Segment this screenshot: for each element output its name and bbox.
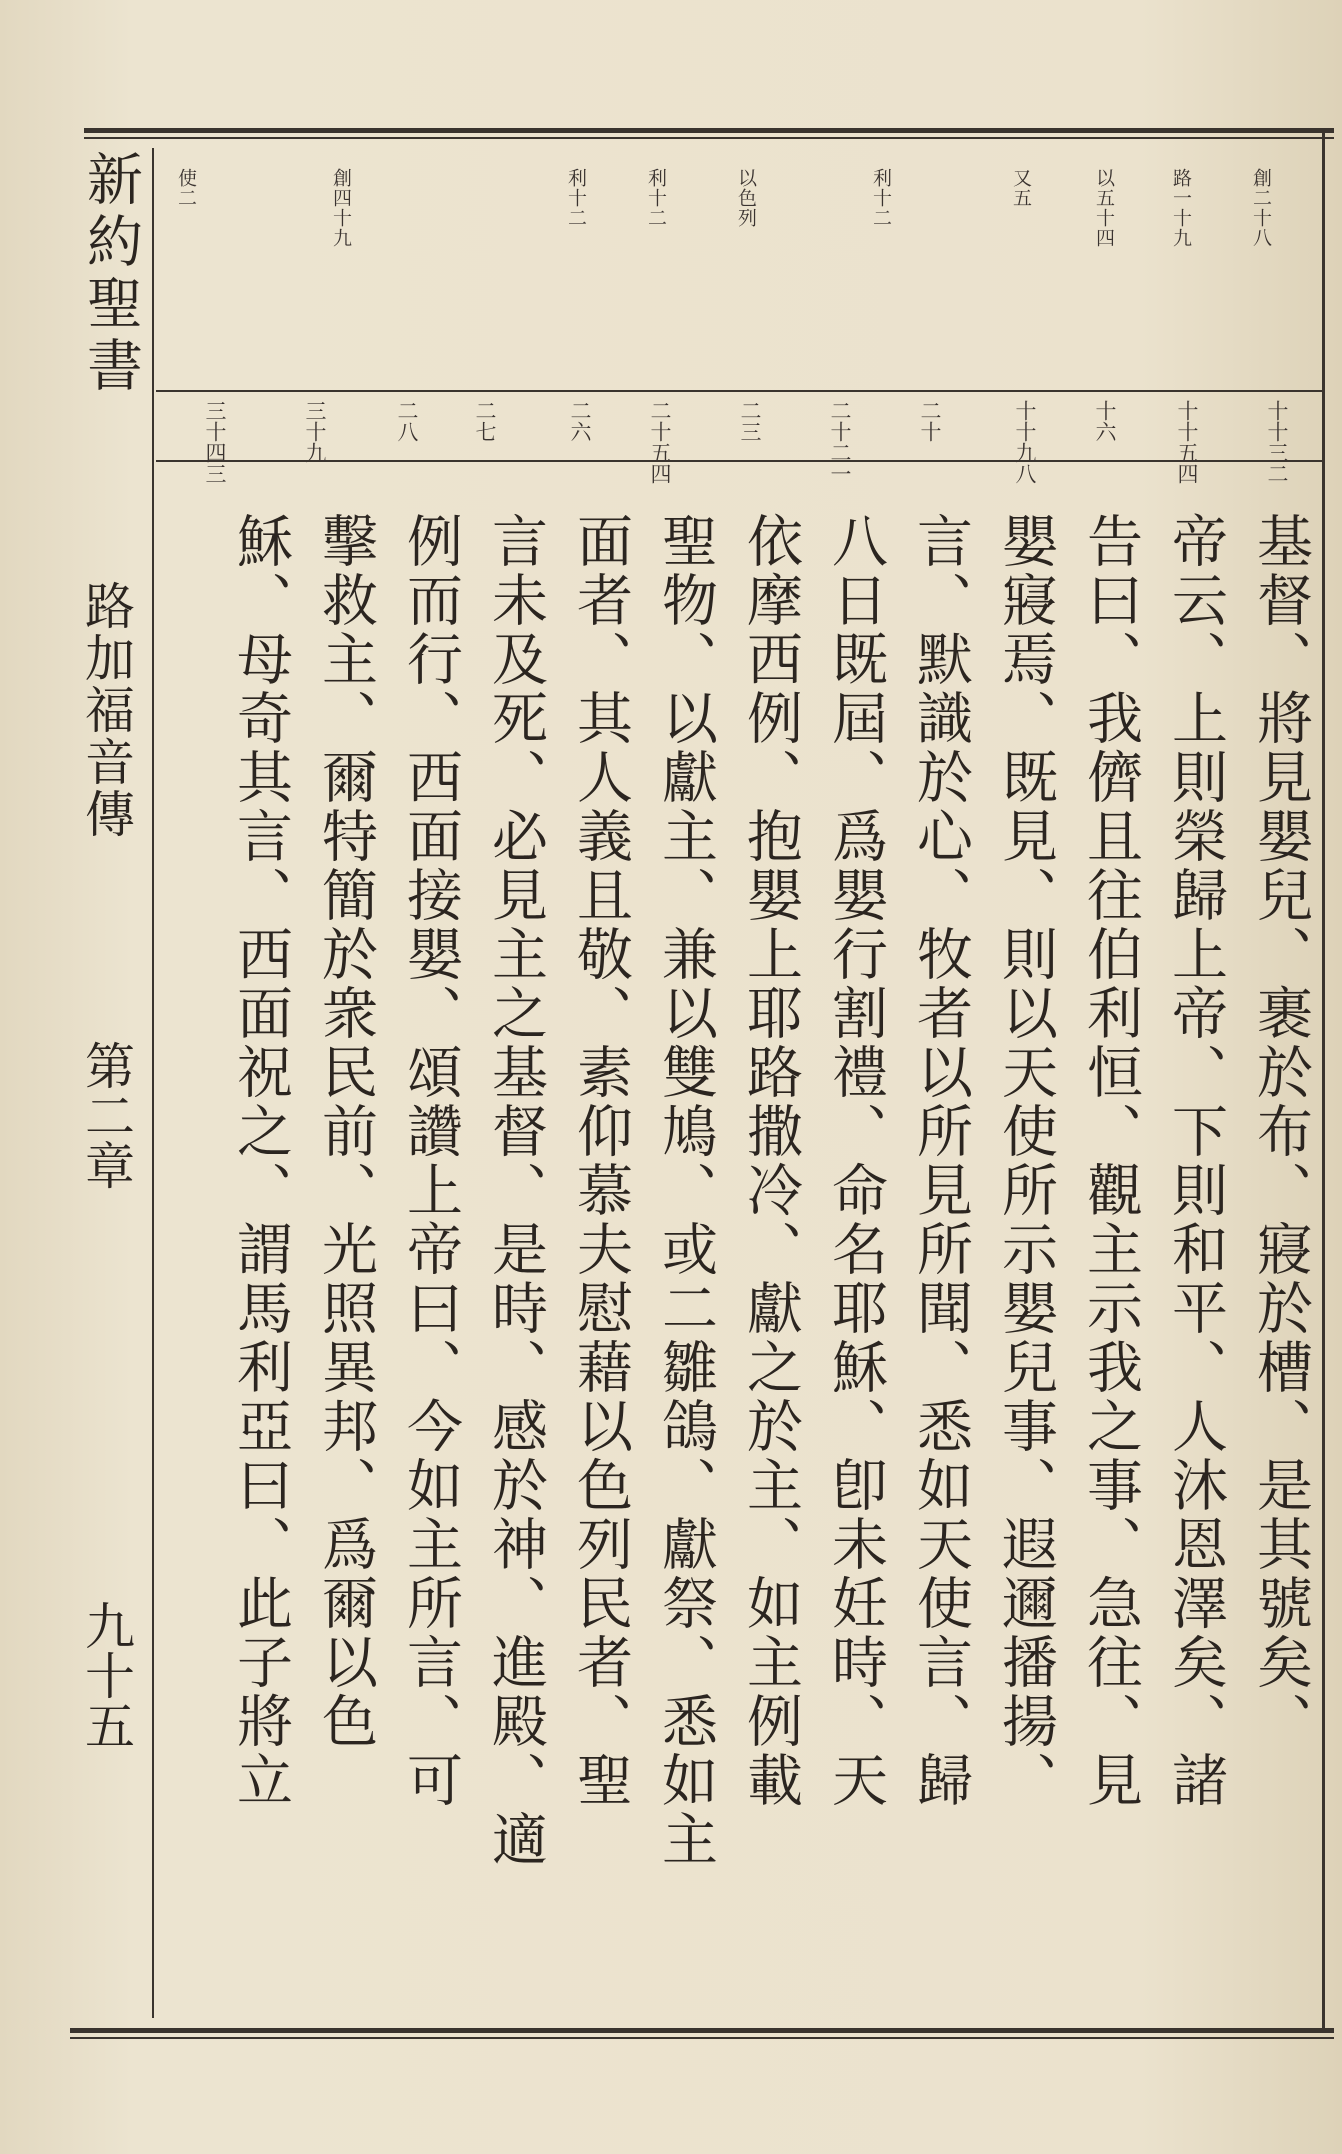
ref-column: 以五十四 (1093, 168, 1115, 248)
page-number: 九十五 (77, 1600, 135, 1750)
chapter-label: 第二章 (77, 1040, 135, 1190)
ref-column: 使二 (175, 168, 197, 208)
text-column: 聖物、以獻主、兼以雙鳩、或二雛鴿、獻祭、悉如主 (653, 512, 718, 1869)
header-divider (152, 148, 154, 2018)
verse-number: 二三 (738, 400, 762, 442)
ref-column: 利十二 (645, 168, 667, 228)
text-column: 面者、其人義且敬、素仰慕夫慰藉以色列民者、聖 (568, 512, 633, 1810)
ref-column: 又五 (1010, 168, 1032, 208)
text-column: 穌、母奇其言、西面祝之、謂馬利亞曰、此子將立 (228, 512, 293, 1810)
bottom-border-thin (70, 2037, 1334, 2039)
text-column: 基督、將見嬰兒、裹於布、寢於槽、是其號矣、 (1248, 512, 1313, 1751)
text-column: 言、默識於心、牧者以所見所聞、悉如天使言、歸 (908, 512, 973, 1810)
text-column: 嬰寢焉、既見、則以天使所示嬰兒事、遐邇播揚、 (993, 512, 1058, 1810)
top-border (84, 128, 1334, 133)
right-border (1322, 128, 1325, 2033)
text-column: 告曰、我儕且往伯利恒、觀主示我之事、急往、見 (1078, 512, 1143, 1810)
ref-divider (156, 390, 1322, 392)
top-border-thin (84, 137, 1334, 139)
ref-column: 創二十八 (1250, 168, 1272, 248)
bottom-border (70, 2028, 1334, 2033)
verse-number: 十十五四 (1175, 400, 1199, 484)
text-column: 八日既屆、爲嬰行割禮、命名耶穌、卽未妊時、天 (823, 512, 888, 1810)
gospel-title: 路加福音傳 (77, 580, 135, 840)
ref-column: 以色列 (735, 168, 757, 228)
ref-column: 創四十九 (330, 168, 352, 248)
book-title: 新約聖書 (78, 150, 143, 398)
text-column: 帝云、上則榮歸上帝、下則和平、人沐恩澤矣、諸 (1163, 512, 1228, 1810)
verse-number: 二七 (473, 400, 497, 442)
text-column: 例而行、西面接嬰、頌讚上帝曰、今如主所言、可 (398, 512, 463, 1810)
verse-number: 二八 (395, 400, 419, 442)
text-column: 擊救主、爾特簡於衆民前、光照異邦、爲爾以色 (313, 512, 378, 1751)
ref-column: 路一十九 (1170, 168, 1192, 248)
verse-number: 十十三二 (1265, 400, 1289, 484)
verse-number: 二六 (568, 400, 592, 442)
verse-number: 二十五四 (648, 400, 672, 484)
verse-number: 二十 (918, 400, 942, 442)
verse-number: 十六 (1093, 400, 1117, 442)
verse-number: 二十二一 (828, 400, 852, 484)
verse-number: 三十四三 (203, 400, 227, 484)
text-column: 依摩西例、抱嬰上耶路撒冷、獻之於主、如主例載 (738, 512, 803, 1810)
verse-number: 三十九 (303, 400, 327, 463)
ref-column: 利十二 (870, 168, 892, 228)
text-column: 言未及死、必見主之基督、是時、感於神、進殿、適 (483, 512, 548, 1869)
num-divider (156, 460, 1322, 462)
verse-number: 十十九八 (1013, 400, 1037, 484)
ref-column: 利十二 (565, 168, 587, 228)
